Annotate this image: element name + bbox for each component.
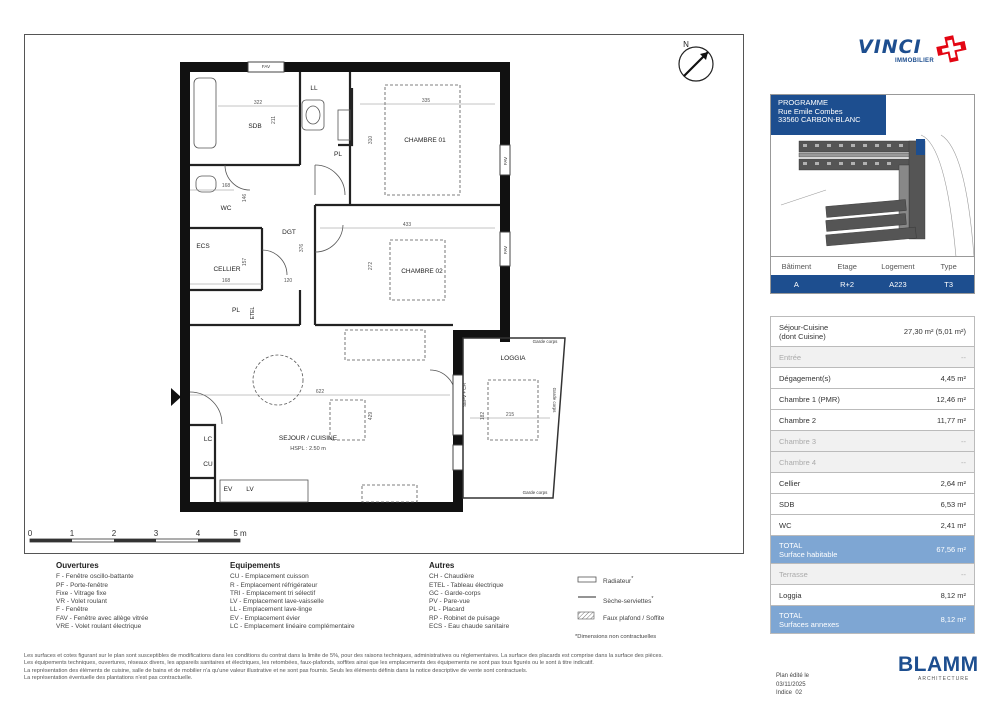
scale-4: 4 — [195, 529, 201, 538]
legend-item: F - Fenêtre — [56, 606, 89, 614]
surface-value: 6,53 m² — [940, 499, 966, 509]
surface-row-total-habitable — [771, 536, 974, 564]
scale-bar — [28, 528, 258, 548]
legend-item: ETEL - Tableau électrique — [429, 581, 504, 589]
legend-item: VRE - Volet roulant électrique — [56, 623, 142, 631]
legend-item: ECS - Eau chaude sanitaire — [429, 623, 510, 631]
surface-row — [771, 431, 974, 452]
legend-seche: Sèche-serviettes — [603, 598, 652, 606]
surface-value: 11,77 m² — [936, 415, 966, 425]
surface-row — [771, 452, 974, 473]
legend-equipements — [230, 562, 355, 631]
dim-433: 433 — [402, 222, 412, 228]
programme-city: 33560 CARBON-BLANC — [778, 115, 861, 124]
blamm-architecture: ARCHITECTURE — [918, 676, 970, 682]
vinci-logo — [858, 36, 934, 64]
entrance-arrow-icon — [171, 388, 181, 406]
surface-row — [771, 494, 974, 515]
meta-header-etage: Etage — [837, 261, 857, 271]
room-sejour: SEJOUR / CUISINE — [278, 435, 338, 442]
surface-name: Chambre 4 — [779, 457, 817, 467]
room-cellier: CELLIER — [213, 266, 241, 273]
room-ecs: ECS — [196, 243, 210, 250]
surface-value: 2,41 m² — [940, 520, 966, 530]
room-chambre01: CHAMBRE 01 — [404, 137, 446, 144]
room-pl: PL — [232, 307, 240, 314]
legend-item: RP - Robinet de puisage — [429, 614, 500, 622]
room-hspl: HSPL : 2.50 m — [290, 446, 326, 452]
surface-value: 67,56 m² — [936, 545, 966, 554]
legend-symbol-labels: Radiateur* Sèche-serviettes* Faux plafond / Soffite — [603, 576, 665, 622]
edition-indice-label: Indice — [776, 690, 793, 696]
label-sepv: SEPV + CH — [462, 383, 467, 407]
label-fav-3: FAV — [503, 245, 508, 255]
surface-value: -- — [961, 352, 966, 362]
radiator-icon — [578, 577, 596, 582]
legend-equipements-title: Equipements — [230, 561, 281, 570]
meta-headers — [771, 257, 974, 275]
surface-name: Cellier — [779, 478, 801, 488]
surface-row — [771, 585, 974, 606]
room-cu: CU — [203, 461, 213, 468]
dim-322: 322 — [253, 100, 263, 106]
surface-name: Dégagement(s) — [779, 373, 831, 383]
legend-symbols — [578, 577, 596, 619]
dim-429: 429 — [368, 411, 374, 421]
room-ev: EV — [223, 486, 233, 493]
surface-name: TOTAL Surface habitable — [779, 540, 838, 559]
dim-376: 376 — [299, 243, 305, 253]
dim-215: 215 — [505, 412, 515, 418]
blamm-wordmark: BLAMM — [898, 653, 979, 676]
surface-name: SDB — [779, 499, 795, 509]
room-dgt: DGT — [282, 229, 296, 236]
faux-plafond-icon — [578, 612, 594, 619]
room-wc: WC — [220, 205, 232, 212]
surface-value: 12,46 m² — [936, 394, 966, 404]
dim-211: 211 — [271, 116, 277, 124]
surface-name: Loggia — [779, 590, 802, 600]
dim-182: 182 — [480, 411, 486, 421]
scale-1: 1 — [69, 529, 75, 538]
dim-335: 335 — [421, 98, 431, 104]
edition-date: 03/11/2025 — [776, 681, 806, 688]
meta-value-etage: R+2 — [840, 279, 855, 289]
legend-item: GC - Garde-corps — [429, 589, 481, 597]
label-garde-corps-1: Garde corps — [532, 339, 558, 344]
surface-value: 8,12 m² — [940, 590, 966, 600]
legend-item: PF - Porte-fenêtre — [56, 581, 109, 589]
surface-row — [771, 410, 974, 431]
footer-line: Les équipements techniques, ouvertures, réseaux divers, les appareils sanitaires et électriques, les retombées, faux-plafonds, soffites ainsi que les emplacements des équipements ne sont pas tous figurés ou le sont à titre indicatif. — [24, 660, 594, 667]
site-plan-map — [771, 95, 976, 258]
vinci-immobilier: IMMOBILIER — [895, 58, 934, 64]
legend-item: LL - Emplacement lave-linge — [230, 606, 313, 614]
scale-5: 5 m — [233, 529, 247, 538]
label-fav-1: FAV — [261, 64, 271, 69]
meta-header-batiment: Bâtiment — [781, 261, 812, 271]
vinci-cross-icon — [936, 34, 970, 64]
surface-value: 8,12 m² — [940, 615, 966, 624]
dim-146: 146 — [242, 193, 248, 203]
surface-row — [771, 347, 974, 368]
edition-indice: 02 — [795, 690, 803, 696]
edition-info — [776, 672, 809, 698]
scale-2: 2 — [111, 529, 117, 538]
surface-name: Terrasse — [779, 569, 808, 579]
surface-row — [771, 389, 974, 410]
surface-row — [771, 564, 974, 585]
room-chambre02: CHAMBRE 02 — [401, 268, 443, 275]
legend-faux: Faux plafond / Soffite — [603, 614, 665, 622]
footer-line: La représentation éventuelle des plantations n'est pas contractuelle. — [24, 675, 193, 682]
surface-value: 27,30 m² (5,01 m²) — [903, 327, 966, 336]
dim-272: 272 — [368, 261, 374, 271]
surface-name: Entrée — [779, 352, 802, 362]
surface-row — [771, 368, 974, 389]
legend-item: FAV - Fenêtre avec allège vitrée — [56, 614, 149, 622]
legend-item: R - Emplacement réfrigérateur — [230, 581, 318, 589]
dim-622: 622 — [315, 389, 325, 395]
dim-120: 120 — [283, 278, 293, 284]
legend-autres — [429, 562, 509, 631]
north-compass-icon — [679, 47, 713, 81]
footer-line: Les surfaces et cotes figurant sur le plan sont susceptibles de modifications dans les conditions du contrat dans la limite de 5%, pour des raisons techniques, administratives ou réglementaires. La surface des placards est comprise dans la surface des pièces. — [24, 653, 663, 659]
meta-value-batiment: A — [793, 279, 799, 289]
legend-item: EV - Emplacement évier — [230, 614, 301, 622]
room-pl2: PL — [334, 151, 342, 158]
meta-header-logement: Logement — [881, 261, 915, 271]
room-sdb: SDB — [248, 123, 262, 130]
surface-row — [771, 317, 974, 347]
dim-157: 157 — [242, 257, 248, 267]
legend-autres-title: Autres — [429, 561, 455, 570]
meta-value-type: T3 — [944, 279, 953, 289]
legend-note: *Dimensions non contractuelles — [575, 634, 657, 640]
dim-168b: 168 — [221, 278, 231, 284]
scale-3: 3 — [153, 529, 159, 538]
surface-name: Séjour-Cuisine (dont Cuisine) — [779, 322, 829, 341]
surface-name: Chambre 1 (PMR) — [779, 394, 840, 404]
legend-item: TRI - Emplacement tri sélectif — [230, 589, 316, 597]
surface-table — [770, 316, 975, 634]
scale-0: 0 — [28, 529, 33, 538]
surface-value: -- — [961, 436, 966, 446]
plan-doors — [190, 165, 455, 424]
meta-values — [771, 275, 974, 293]
surface-row-total-annexes — [771, 606, 974, 634]
meta-value-logement: A223 — [889, 279, 907, 289]
surface-name: Chambre 2 — [779, 415, 817, 425]
label-fav-2: FAV — [503, 156, 508, 166]
legend-item: PL - Placard — [429, 606, 465, 614]
label-garde-corps-2: Garde corps — [552, 387, 557, 413]
plan-windows — [248, 62, 510, 470]
meta-header-type: Type — [940, 261, 957, 271]
surface-name: WC — [779, 520, 792, 530]
surface-row — [771, 473, 974, 494]
legend-ouvertures — [56, 562, 148, 631]
surface-value: 4,45 m² — [940, 373, 966, 383]
surface-name: Chambre 3 — [779, 436, 817, 446]
surface-name: TOTAL Surfaces annexes — [779, 610, 840, 629]
footer-disclaimer — [24, 653, 724, 683]
apartment-location-marker — [916, 139, 925, 155]
room-ll: LL — [310, 85, 318, 92]
legend-item: CU - Emplacement cuisson — [230, 573, 309, 581]
legend-item: LV - Emplacement lave-vaisselle — [230, 598, 324, 606]
legend-item: Fixe - Vitrage fixe — [56, 589, 107, 597]
programme-box — [770, 94, 975, 257]
dim-168a: 168 — [221, 183, 231, 189]
vinci-wordmark: VINCI — [858, 36, 922, 58]
legend-ouvertures-title: Ouvertures — [56, 561, 99, 570]
blamm-logo — [898, 654, 979, 682]
surface-value: 2,64 m² — [940, 478, 966, 488]
legend-item: LC - Emplacement linéaire complémentaire — [230, 623, 355, 631]
edition-label: Plan édité le — [776, 673, 810, 679]
label-garde-corps-3: Garde corps — [522, 490, 548, 495]
legend-item: CH - Chaudière — [429, 573, 475, 581]
room-loggia: LOGGIA — [500, 355, 526, 362]
legend-item: VR - Volet roulant — [56, 598, 107, 606]
room-etel: ETEL — [250, 306, 256, 320]
surface-value: -- — [961, 569, 966, 579]
programme-street: Rue Emile Combes — [778, 106, 843, 116]
programme-label: PROGRAMME — [778, 98, 829, 107]
north-label: N — [683, 40, 689, 49]
dim-310: 310 — [368, 135, 374, 145]
surface-value: -- — [961, 457, 966, 467]
footer-line: La représentation des éléments de cuisine, salle de bains et de mobilier n'a qu'une valeur illustrative et ne sont pas fournis. Seuls les éléments définis dans la notice descriptive de vente sont contractuels. — [24, 667, 528, 674]
room-lc: LC — [203, 436, 213, 443]
legend-radiateur: Radiateur — [603, 578, 632, 586]
building-meta — [770, 257, 975, 294]
room-lv: LV — [246, 486, 254, 493]
surface-row — [771, 515, 974, 536]
legend-item: PV - Pare-vue — [429, 598, 470, 606]
legend-item: F - Fenêtre oscillo-battante — [56, 573, 134, 581]
